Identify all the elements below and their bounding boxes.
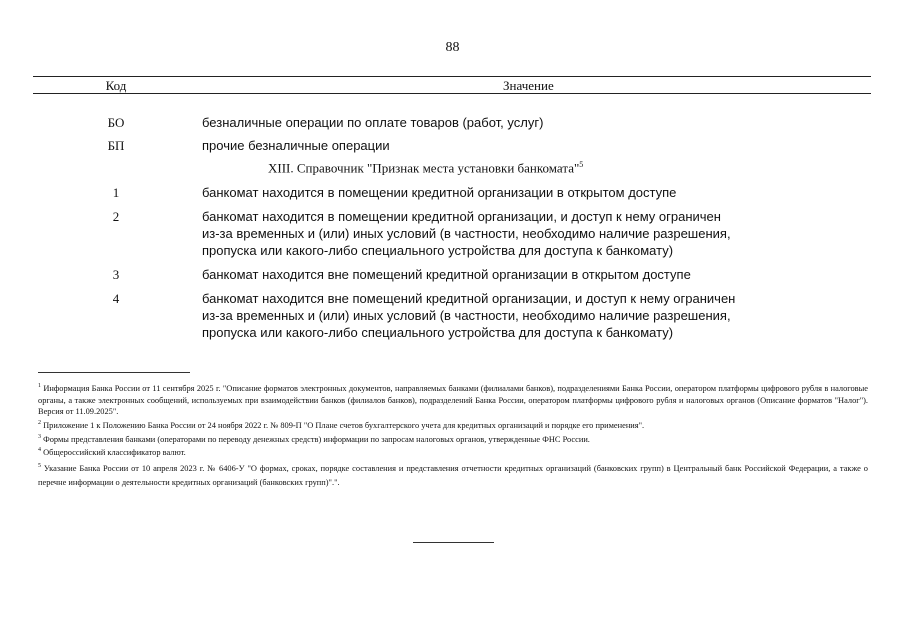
- footnote-mark: 2: [38, 420, 41, 427]
- footnote-text: Информация Банка России от 11 сентября 2025 г. "Описание форматов электронных документов, направляемых банками (филиалами банков), подразделениями Банка России, оператором платформы цифрового рубля в налоговые органы, а также электронных сообщений, используемых при взаимодействии банков (филиалов банков), подразделений Банка России, оператором платформы цифрового рубля и налоговых органов (Описание форматов "Налог"). Версия от 11.09.2025".: [38, 383, 868, 417]
- footnote-separator: [38, 372, 190, 373]
- column-header-value: Значение: [503, 78, 554, 93]
- row-code: 1: [112, 185, 120, 200]
- footnote-mark: 3: [38, 433, 41, 440]
- footnote-mark: 5: [38, 462, 41, 469]
- page-number: 88: [445, 40, 460, 55]
- footnote: [38, 418, 868, 432]
- column-header-code: Код: [105, 78, 127, 93]
- row-value: безналичные операции по оплате товаров (работ, услуг): [202, 115, 544, 130]
- footnote-text: Общероссийский классификатор валют.: [41, 448, 186, 458]
- row-value: банкомат находится вне помещений кредитной организации в открытом доступе: [202, 267, 691, 282]
- row-value: прочие безналичные операции: [202, 138, 390, 153]
- footnote-text: Указание Банка России от 10 апреля 2023 г. № 6406-У "О формах, сроках, порядке составления и представления отчетности кредитных организаций (банковских групп) в Центральный банк Российской Федерации, а также о перечне информации о деятельности кредитных организаций (банковских групп)".".: [38, 463, 868, 487]
- footnote-text: Приложение 1 к Положению Банка России от 24 ноября 2022 г. № 809-П "О Плане счетов бухгалтерского учета для кредитных организаций и порядке его применения".: [41, 420, 645, 430]
- row-value: банкомат находится в помещении кредитной организации, и доступ к нему ограничен из-за временных и (или) иных условий (в частности, необходимо наличие разрешения, пропуска или какого-либо специального устройства для доступа к банкомату): [202, 209, 731, 258]
- footnote: [38, 445, 868, 459]
- row-code: БО: [107, 115, 125, 130]
- footnote: [38, 459, 868, 490]
- row-code: 2: [112, 209, 120, 224]
- row-value: банкомат находится в помещении кредитной организации в открытом доступе: [202, 185, 677, 200]
- table-header: [33, 76, 871, 94]
- footnote-mark: 1: [38, 383, 41, 389]
- footnote-mark: 4: [38, 447, 41, 454]
- row-code: 3: [112, 267, 120, 282]
- footnote: [38, 381, 868, 418]
- footnote-text: Формы представления банками (операторами по переводу денежных средств) информации по запросам налоговых органов, утвержденные ФНС России.: [41, 434, 590, 444]
- section-title-text: XIII. Справочник "Признак места установки банкомата": [268, 160, 580, 176]
- row-value: банкомат находится вне помещений кредитной организации, и доступ к нему ограничен из-за временных и (или) иных условий (в частности, необходимо наличие разрешения, пропуска или какого-либо специального устройства для доступа к банкомату): [202, 291, 736, 340]
- bottom-separator: [413, 542, 494, 543]
- row-code: БП: [107, 138, 125, 153]
- row-code: 4: [112, 291, 120, 306]
- footnote: [38, 432, 868, 446]
- section-footnote-mark: 5: [579, 160, 584, 169]
- footnotes: [38, 381, 868, 490]
- section-title: [268, 160, 583, 176]
